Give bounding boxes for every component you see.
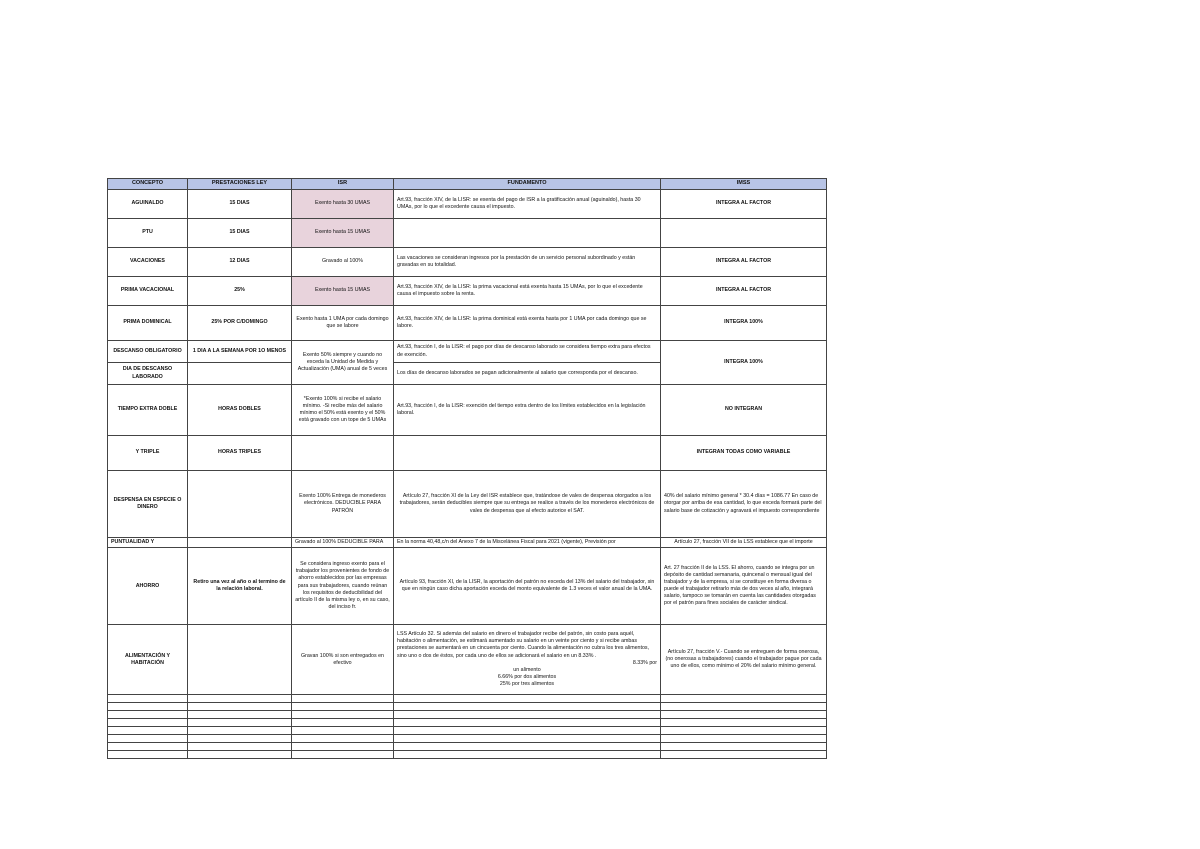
empty-cell[interactable] bbox=[188, 735, 292, 743]
cell-isr[interactable]: Exento hasta 15 UMAS bbox=[292, 277, 394, 306]
cell-prestaciones[interactable]: 25% bbox=[188, 277, 292, 306]
cell-imss[interactable]: INTEGRAN TODAS COMO VARIABLE bbox=[661, 436, 827, 471]
empty-cell[interactable] bbox=[188, 695, 292, 703]
empty-row bbox=[108, 727, 827, 735]
cell-concepto[interactable]: PTU bbox=[108, 219, 188, 248]
header-fundamento[interactable]: FUNDAMENTO bbox=[394, 179, 661, 190]
table-row bbox=[108, 277, 827, 306]
cell-fundamento[interactable]: Art.93, fracción I, de la LISR: exención del tiempo extra dentro de los límites establecidos en la legislación laboral. bbox=[394, 385, 661, 436]
header-imss[interactable]: IMSS bbox=[661, 179, 827, 190]
fundamento-text: LSS Artículo 32. Si además del salario en dinero el trabajador recibe del patrón, sin costo para aquél, habitación o alimentación, se estimará aumentado su salario en un veinte por ciento y si recibe ambas prestaciones se aumentará en un cincuenta por ciento. Cuando la alimentación no cubra los tres alimentos, sino uno o dos de éstos, por cada uno de ellos se adicionará el salario en un 8.33% . bbox=[397, 631, 650, 659]
cell-fundamento[interactable]: Los días de descanso laborados se pagan adicionalmente al salario que corresponda por el descanso. bbox=[394, 363, 661, 385]
empty-cell[interactable] bbox=[108, 751, 188, 759]
cell-imss[interactable]: INTEGRA 100% bbox=[661, 306, 827, 341]
cell-concepto[interactable]: PRIMA VACACIONAL bbox=[108, 277, 188, 306]
cell-fundamento[interactable] bbox=[394, 625, 661, 695]
empty-cell[interactable] bbox=[188, 751, 292, 759]
cell-prestaciones[interactable] bbox=[188, 471, 292, 538]
cell-isr[interactable]: Gravado al 100% bbox=[292, 248, 394, 277]
empty-row bbox=[108, 743, 827, 751]
empty-cell[interactable] bbox=[394, 711, 661, 719]
empty-row bbox=[108, 751, 827, 759]
cell-imss[interactable]: INTEGRA AL FACTOR bbox=[661, 277, 827, 306]
cell-isr[interactable]: Exento 50% siempre y cuando no exceda la Unidad de Medida y Actualización (UMA) anual de 5 veces bbox=[292, 341, 394, 385]
cell-fundamento[interactable] bbox=[394, 436, 661, 471]
cell-prestaciones[interactable] bbox=[188, 363, 292, 385]
empty-cell[interactable] bbox=[108, 727, 188, 735]
empty-cell[interactable] bbox=[394, 703, 661, 711]
cell-concepto[interactable]: PRIMA DOMINICAL bbox=[108, 306, 188, 341]
cell-fundamento[interactable]: Art.93, fracción I, de la LISR: el pago por días de descanso laborado se considera tiempo extra para efectos de exención. bbox=[394, 341, 661, 363]
cell-concepto[interactable]: TIEMPO EXTRA DOBLE bbox=[108, 385, 188, 436]
cell-concepto[interactable]: Y TRIPLE bbox=[108, 436, 188, 471]
cell-fundamento[interactable]: Art.93, fracción XIV, de la LISR: la prima dominical está exenta hasta por 1 UMA por cada domingo que se labore. bbox=[394, 306, 661, 341]
cell-concepto[interactable]: DESCANSO OBLIGATORIO bbox=[108, 341, 188, 363]
cell-prestaciones[interactable]: 15 DIAS bbox=[188, 219, 292, 248]
cell-prestaciones[interactable]: 25% POR C/DOMINGO bbox=[188, 306, 292, 341]
cell-isr[interactable]: Exento hasta 15 UMAS bbox=[292, 219, 394, 248]
cell-imss[interactable]: 40% del salario mínimo general * 30.4 días = 1086.77 En caso de otorgar por arriba de esa cantidad, lo que exceda formará parte del salario base de cotización y agravará el impuesto correspondiente bbox=[661, 471, 827, 538]
table-row bbox=[108, 436, 827, 471]
table-row bbox=[108, 219, 827, 248]
cell-fundamento[interactable]: Las vacaciones se consideran ingresos por la prestación de un servicio personal subordinado y están gravadas en su totalidad. bbox=[394, 248, 661, 277]
empty-row bbox=[108, 719, 827, 727]
cell-imss[interactable] bbox=[661, 219, 827, 248]
cell-fundamento[interactable]: Artículo 93, fracción XI, de la LISR, la aportación del patrón no exceda del 13% del salario del trabajador, sin que en ningún caso dicha aportación exceda del monto equivalente de 1.3 veces el valor anual de la UMA. bbox=[394, 548, 661, 625]
cell-isr[interactable] bbox=[292, 436, 394, 471]
cell-isr[interactable]: Se considera ingreso exento para el trabajador los provenientes de fondo de ahorro establecidos por las empresas para sus trabajadores, cuando reúnan los requisitos de deducibilidad del artículo II de la misma ley o, en su caso, del inciso fr. bbox=[292, 548, 394, 625]
header-isr[interactable]: ISR bbox=[292, 179, 394, 190]
empty-cell[interactable] bbox=[661, 751, 827, 759]
empty-cell[interactable] bbox=[188, 743, 292, 751]
empty-cell[interactable] bbox=[108, 695, 188, 703]
cell-imss[interactable]: INTEGRA AL FACTOR bbox=[661, 190, 827, 219]
cell-prestaciones[interactable]: 12 DIAS bbox=[188, 248, 292, 277]
empty-cell[interactable] bbox=[292, 703, 394, 711]
benefits-table bbox=[107, 178, 827, 759]
cell-prestaciones[interactable]: HORAS TRIPLES bbox=[188, 436, 292, 471]
cell-imss[interactable]: INTEGRA 100% bbox=[661, 341, 827, 385]
header-prestaciones-ley[interactable]: PRESTACIONES LEY bbox=[188, 179, 292, 190]
cell-isr[interactable]: Exento hasta 1 UMA por cada domingo que se labore bbox=[292, 306, 394, 341]
cell-concepto[interactable]: AHORRO bbox=[108, 548, 188, 625]
header-row bbox=[108, 179, 827, 190]
fundamento-extra-1: 8.33% por bbox=[632, 659, 657, 666]
empty-cell[interactable] bbox=[108, 735, 188, 743]
table-row bbox=[108, 190, 827, 219]
empty-cell[interactable] bbox=[292, 751, 394, 759]
cell-imss[interactable]: Art. 27 fracción II de la LSS. El ahorro, cuando se integra por un depósito de cantidad semanaria, quincenal o mensual igual del trabajador y de la empresa, si se constituye en forma diversa o puede el trabajador retirarlo más de dos veces al año, integrará salario, tampoco se tomarán en cuenta las cantidades otorgadas por el patrón para fines sociales de carácter sindical. bbox=[661, 548, 827, 625]
cell-imss[interactable]: Artículo 27, fracción VII de la LSS establece que el importe bbox=[661, 538, 827, 548]
cell-prestaciones[interactable]: 15 DIAS bbox=[188, 190, 292, 219]
cell-fundamento[interactable] bbox=[394, 219, 661, 248]
table-row bbox=[108, 538, 827, 548]
cell-prestaciones[interactable] bbox=[188, 538, 292, 548]
empty-cell[interactable] bbox=[108, 703, 188, 711]
cell-isr[interactable]: Gravado al 100% DEDUCIBLE PARA bbox=[292, 538, 394, 548]
empty-cell[interactable] bbox=[292, 695, 394, 703]
empty-cell[interactable] bbox=[394, 743, 661, 751]
empty-cell[interactable] bbox=[108, 711, 188, 719]
table-row bbox=[108, 471, 827, 538]
cell-fundamento[interactable]: Art.93, fracción XIV, de la LISR: la prima vacacional está exenta hasta 15 UMAs, por lo que el excedente causa el impuesto sobre la renta. bbox=[394, 277, 661, 306]
empty-cell[interactable] bbox=[292, 719, 394, 727]
cell-prestaciones[interactable]: HORAS DOBLES bbox=[188, 385, 292, 436]
cell-isr[interactable]: Exento 100% Entrega de monederos electrónicos. DEDUCIBLE PARA PATRÓN bbox=[292, 471, 394, 538]
cell-concepto[interactable]: VACACIONES bbox=[108, 248, 188, 277]
empty-cell[interactable] bbox=[188, 703, 292, 711]
table-row bbox=[108, 625, 827, 695]
cell-concepto[interactable]: DESPENSA EN ESPECIE O DINERO bbox=[108, 471, 188, 538]
empty-cell[interactable] bbox=[394, 695, 661, 703]
cell-fundamento[interactable]: Artículo 27, fracción XI de la Ley del ISR establece que, tratándose de vales de despensa otorgados a los trabajadores, serán deducibles siempre que su entrega se realice a través de los monederos electrónicos de vales de despensa que al efecto autorice el SAT. bbox=[394, 471, 661, 538]
cell-isr[interactable]: Exento hasta 30 UMAS bbox=[292, 190, 394, 219]
cell-concepto[interactable]: PUNTUALIDAD Y bbox=[108, 538, 188, 548]
cell-imss[interactable]: Artículo 27, fracción V.- Cuando se entreguen de forma onerosa, (no onerosas a trabajadores) cuando el trabajador pague por cada uno de ellos, como mínimo el 20% del salario mínimo general. bbox=[661, 625, 827, 695]
cell-imss[interactable]: INTEGRA AL FACTOR bbox=[661, 248, 827, 277]
table-row bbox=[108, 248, 827, 277]
empty-cell[interactable] bbox=[108, 719, 188, 727]
empty-cell[interactable] bbox=[188, 719, 292, 727]
empty-cell[interactable] bbox=[292, 743, 394, 751]
cell-imss[interactable]: NO INTEGRAN bbox=[661, 385, 827, 436]
header-concepto[interactable]: CONCEPTO bbox=[108, 179, 188, 190]
table-row bbox=[108, 548, 827, 625]
empty-cell[interactable] bbox=[394, 735, 661, 743]
empty-row bbox=[108, 735, 827, 743]
empty-cell[interactable] bbox=[661, 735, 827, 743]
empty-cell[interactable] bbox=[394, 719, 661, 727]
cell-concepto[interactable]: ALIMENTACIÓN Y HABITACIÓN bbox=[108, 625, 188, 695]
empty-cell[interactable] bbox=[108, 743, 188, 751]
empty-cell[interactable] bbox=[188, 711, 292, 719]
empty-cell[interactable] bbox=[661, 743, 827, 751]
fundamento-extra-4: 25% por tres alimentos bbox=[499, 681, 555, 688]
empty-row bbox=[108, 703, 827, 711]
empty-cell[interactable] bbox=[292, 727, 394, 735]
table-row bbox=[108, 341, 827, 363]
table-row bbox=[108, 385, 827, 436]
cell-prestaciones[interactable]: 1 DIA A LA SEMANA POR 1O MENOS bbox=[188, 341, 292, 363]
empty-cell[interactable] bbox=[292, 711, 394, 719]
fundamento-extra-3: 6.66% por dos alimentos bbox=[497, 673, 557, 680]
empty-cell[interactable] bbox=[661, 711, 827, 719]
empty-cell[interactable] bbox=[661, 719, 827, 727]
empty-cell[interactable] bbox=[292, 735, 394, 743]
cell-concepto[interactable]: DIA DE DESCANSO LABORADO bbox=[108, 363, 188, 385]
empty-cell[interactable] bbox=[661, 727, 827, 735]
cell-fundamento[interactable]: En la norma 40,48,c/n del Anexo 7 de la Miscelánea Fiscal para 2021 (vigente), Previsión por bbox=[394, 538, 661, 548]
empty-row bbox=[108, 711, 827, 719]
cell-isr[interactable]: Gravan 100% si son entregados en efectivo bbox=[292, 625, 394, 695]
empty-cell[interactable] bbox=[661, 695, 827, 703]
empty-cell[interactable] bbox=[394, 727, 661, 735]
empty-cell[interactable] bbox=[661, 703, 827, 711]
cell-fundamento[interactable]: Art.93, fracción XIV, de la LISR: se exenta del pago de ISR a la gratificación anual (aguinaldo), hasta 30 UMAs, por lo que el excedente causa el impuesto. bbox=[394, 190, 661, 219]
empty-cell[interactable] bbox=[394, 751, 661, 759]
fundamento-extra-2: un alimento bbox=[513, 666, 541, 673]
empty-cell[interactable] bbox=[188, 727, 292, 735]
cell-prestaciones[interactable]: Retiro una vez al año o al termino de la relación laboral. bbox=[188, 548, 292, 625]
empty-row bbox=[108, 695, 827, 703]
table-row bbox=[108, 306, 827, 341]
cell-isr[interactable]: *Exento 100% si recibe el salario mínimo. -Si recibe más del salario mínimo el 50% está exento y el 50% está gravado con un tope de 5 UMAs bbox=[292, 385, 394, 436]
cell-concepto[interactable]: AGUINALDO bbox=[108, 190, 188, 219]
cell-prestaciones[interactable] bbox=[188, 625, 292, 695]
